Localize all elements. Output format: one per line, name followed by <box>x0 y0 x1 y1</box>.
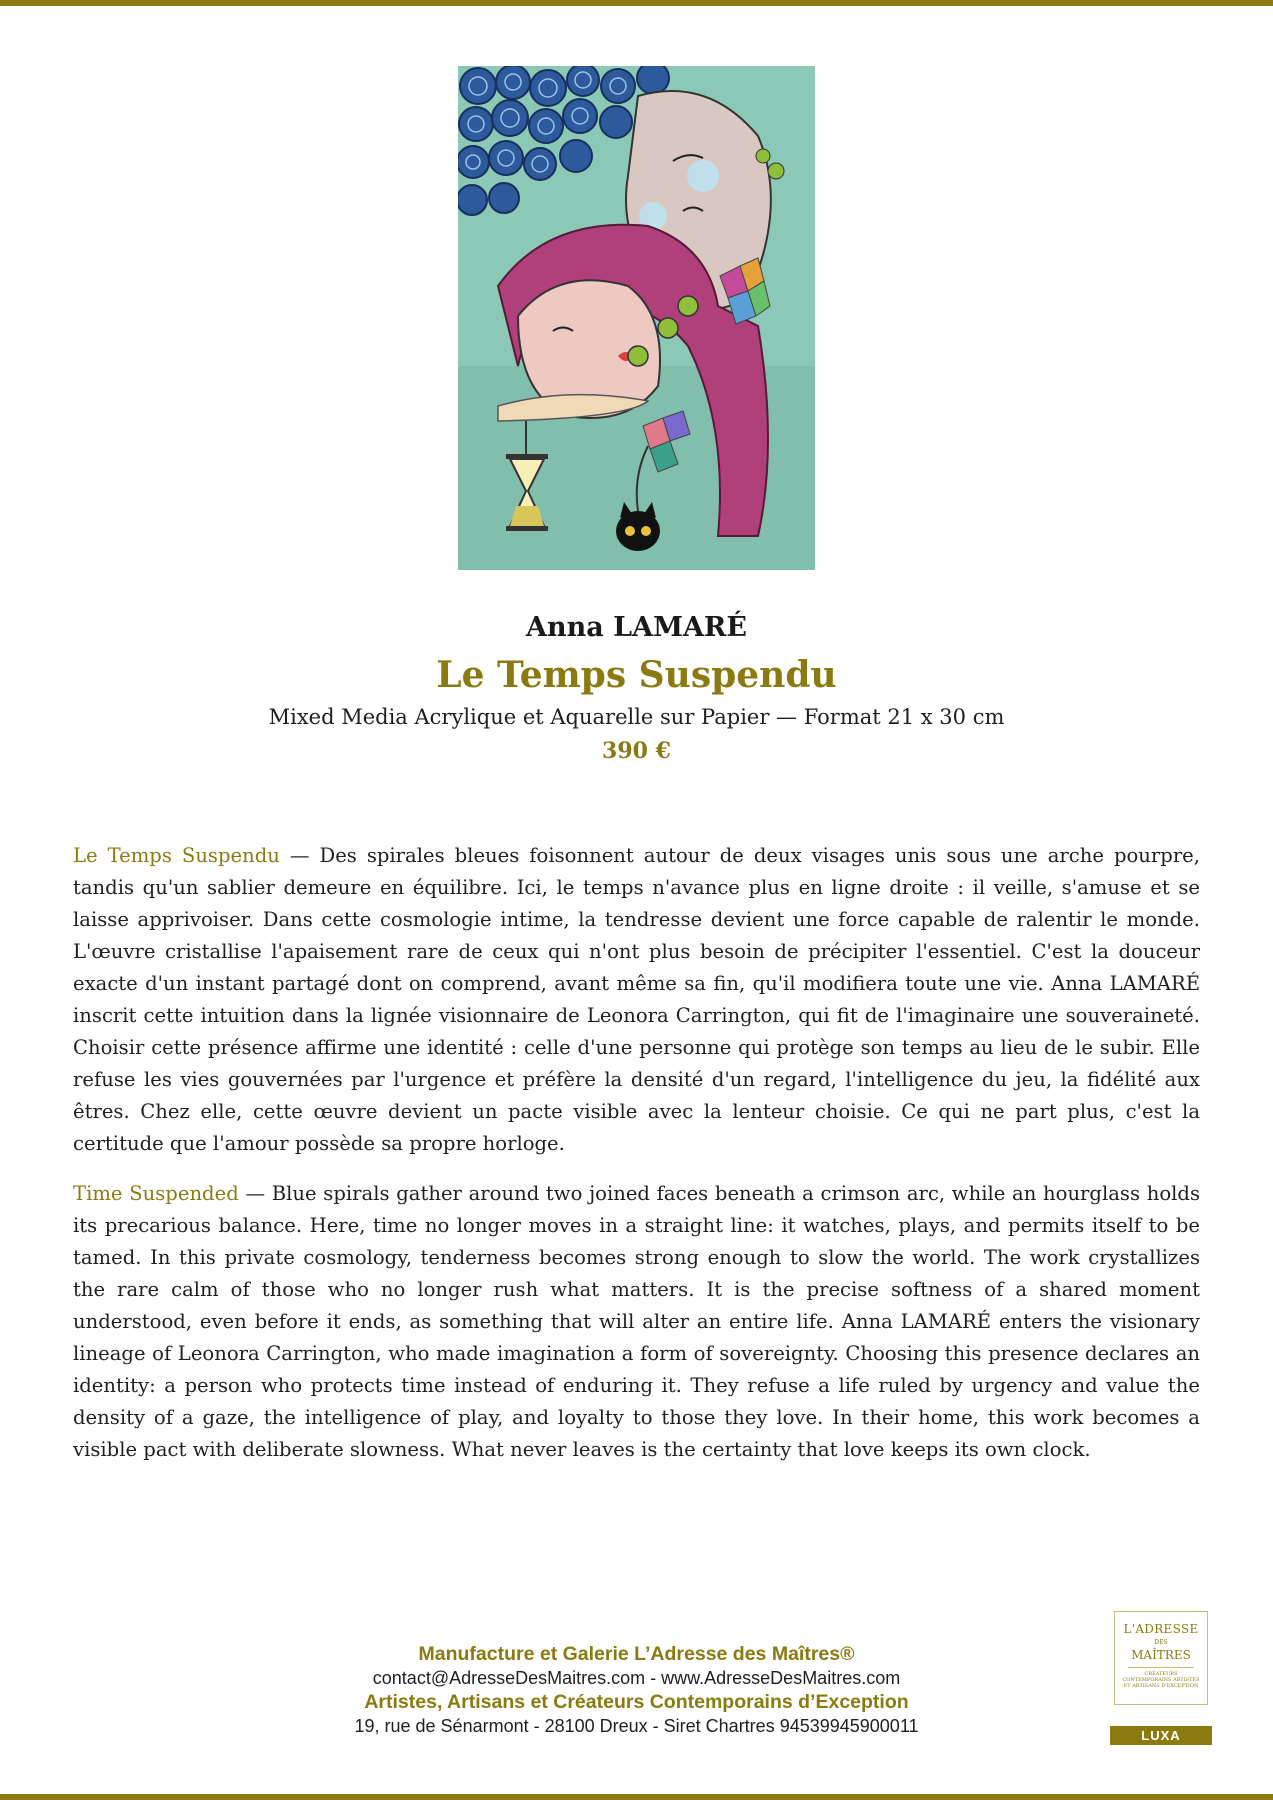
logo-line-3: MAÎTRES <box>1131 1648 1191 1662</box>
logo-line-4: CRÉATEURS CONTEMPORAINS ARTISTES ET ARTISANS D'EXCEPTION <box>1122 1671 1200 1689</box>
description-fr-lead: Le Temps Suspendu <box>73 844 280 867</box>
footer-tagline: Artistes, Artisans et Créateurs Contemporains d’Exception <box>364 1691 909 1713</box>
footer-contact: contact@AdresseDesMaitres.com - www.AdresseDesMaitres.com <box>372 1668 901 1688</box>
footer-address: 19, rue de Sénarmont - 28100 Dreux - Siret Chartres 94539945900011 <box>354 1716 919 1736</box>
artwork-price: 390 € <box>602 738 671 764</box>
description-en <box>73 1178 1200 1466</box>
artwork-image <box>458 66 815 570</box>
artwork-medium: Mixed Media Acrylique et Aquarelle sur Papier — Format 21 x 30 cm <box>268 705 1005 729</box>
logo-divider <box>1128 1667 1194 1668</box>
footer <box>200 1641 1073 1737</box>
description-en-text: — Blue spirals gather around two joined faces beneath a crimson arc, while an hourglass holds its precarious balance. Here, time no longer moves in a straight line: it watches, plays, and permits itself to be tamed. In this private cosmology, tenderness becomes strong enough to slow the world. The work crystallizes the rare calm of those who no longer rush what matters. It is the precise softness of a shared moment understood, even before it ends, as something that will alter an entire life. Anna LAMARÉ enters the visionary lineage of Leonora Carrington, who made imagination a form of sovereignty. Choosing this presence declares an identity: a person who protects time instead of enduring it. They refuse a life ruled by urgency and value the density of a gaze, the intelligence of play, and loyalty to those they love. In their home, this work becomes a visible pact with deliberate slowness. What never leaves is the certainty that love keeps its own clock. <box>73 1182 1200 1461</box>
bottom-border <box>0 1794 1273 1800</box>
description-en-lead: Time Suspended <box>73 1182 239 1205</box>
luxa-badge: LUXA <box>1110 1726 1212 1745</box>
description-fr-text: — Des spirales bleues foisonnent autour de deux visages unis sous une arche pourpre, tandis qu'un sablier demeure en équilibre. Ici, le temps n'avance plus en ligne droite : il veille, s'amuse et se laisse apprivoiser. Dans cette cosmologie intime, la tendresse devient une force capable de ralentir le monde. L'œuvre cristallise l'apaisement rare de ceux qui n'ont plus besoin de précipiter l'essentiel. C'est la douceur exacte d'un instant partagé dont on comprend, avant même sa fin, qu'il modifiera toute une vie. Anna LAMARÉ inscrit cette intuition dans la lignée visionnaire de Leonora Carrington, qui fit de l'imaginaire une souveraineté. Choisir cette présence affirme une identité : celle d'une personne qui protège son temps au lieu de le subir. Elle refuse les vies gouvernées par l'urgence et préfère la densité d'un regard, l'intelligence du jeu, la fidélité aux êtres. Chez elle, cette œuvre devient un pacte visible avec la lenteur choisie. Ce qui ne part plus, c'est la certitude que l'amour possède sa propre horloge. <box>73 844 1201 1155</box>
logo-line-2: DES <box>1154 1639 1168 1646</box>
artist-name: Anna LAMARÉ <box>526 612 747 643</box>
top-border <box>0 0 1273 6</box>
logo-line-1: L'ADRESSE <box>1123 1622 1199 1636</box>
gallery-logo <box>1114 1611 1208 1705</box>
artwork-title: Le Temps Suspendu <box>436 654 837 696</box>
description-fr <box>73 840 1200 1160</box>
footer-gallery: Manufacture et Galerie L’Adresse des Maîtres® <box>418 1643 855 1665</box>
